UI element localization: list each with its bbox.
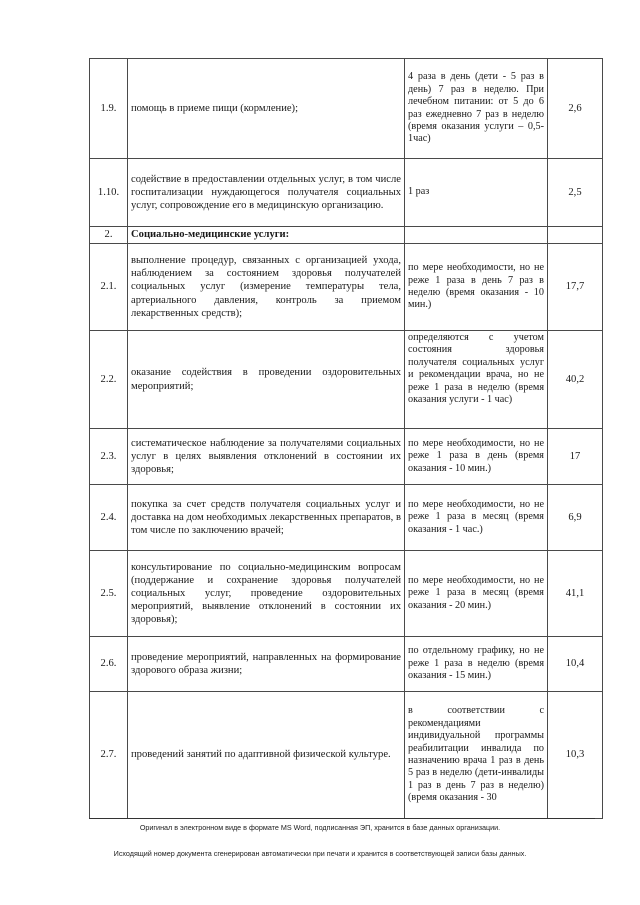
service-frequency: в соответствии с рекомендациями индивидуальной программы реабилитации инвалида по назначению врача 1 раз в день 5 раз в неделю (дети-инвалиды 1 раз в день 7 раз в неделю) (время оказания - 30	[405, 692, 548, 819]
service-value: 17,7	[548, 244, 603, 331]
row-number: 2.6.	[90, 637, 128, 692]
service-value: 6,9	[548, 485, 603, 551]
table-row	[90, 159, 603, 227]
section-header-row	[90, 227, 603, 244]
row-number: 2.4.	[90, 485, 128, 551]
service-frequency: определяются с учетом состояния здоровья получателя социальных услуг и рекомендации врача, но не реже 1 раза в неделю (время оказания услуги - 1 час)	[405, 331, 548, 429]
row-number: 2.	[90, 227, 128, 244]
service-value: 41,1	[548, 551, 603, 637]
row-number: 1.9.	[90, 59, 128, 159]
table-row	[90, 331, 603, 429]
table-row	[90, 429, 603, 485]
row-number: 1.10.	[90, 159, 128, 227]
service-description: оказание содействия в проведении оздоровительных мероприятий;	[128, 331, 405, 429]
row-number: 2.7.	[90, 692, 128, 819]
service-description: покупка за счет средств получателя социальных услуг и доставка на дом необходимых лекарственных препаратов, в том числе по заключению врачей;	[128, 485, 405, 551]
service-description: содействие в предоставлении отдельных услуг, в том числе госпитализации нуждающегося получателя социальных услуг, сопровождение его в медицинскую организацию.	[128, 159, 405, 227]
table-row	[90, 551, 603, 637]
table-row	[90, 692, 603, 819]
service-value: 10,3	[548, 692, 603, 819]
service-description: помощь в приеме пищи (кормление);	[128, 59, 405, 159]
service-value: 17	[548, 429, 603, 485]
service-frequency: по мере необходимости, но не реже 1 раза в месяц (время оказания - 20 мин.)	[405, 551, 548, 637]
service-description: выполнение процедур, связанных с организацией ухода, наблюдением за состоянием здоровья получателей социальных услуг (измерение температуры тела, артериального давления, контроль за приемом лекарственных средств);	[128, 244, 405, 331]
service-frequency: по отдельному графику, но не реже 1 раза в неделю (время оказания - 15 мин.)	[405, 637, 548, 692]
row-number: 2.5.	[90, 551, 128, 637]
services-table-body	[90, 59, 603, 819]
service-value	[548, 227, 603, 244]
table-row	[90, 59, 603, 159]
service-frequency: по мере необходимости, но не реже 1 раза в месяц (время оказания - 1 час.)	[405, 485, 548, 551]
service-frequency: 1 раз	[405, 159, 548, 227]
service-value: 2,6	[548, 59, 603, 159]
row-number: 2.1.	[90, 244, 128, 331]
row-number: 2.2.	[90, 331, 128, 429]
footer-note-outgoing-number: Исходящий номер документа сгенерирован автоматически при печати и хранится в соответствующей записи базы данных.	[113, 849, 527, 858]
service-frequency: по мере необходимости, но не реже 1 раза в день (время оказания - 10 мин.)	[405, 429, 548, 485]
row-number: 2.3.	[90, 429, 128, 485]
table-row	[90, 485, 603, 551]
table-row	[90, 637, 603, 692]
footer-divider	[89, 818, 595, 819]
service-frequency	[405, 227, 548, 244]
service-value: 40,2	[548, 331, 603, 429]
section-title: Социально-медицинские услуги:	[128, 227, 405, 244]
footer-note-original: Оригинал в электронном виде в формате MS Word, подписанная ЭП, хранится в базе данных организации.	[139, 823, 501, 832]
service-description: проведений занятий по адаптивной физической культуре.	[128, 692, 405, 819]
service-value: 2,5	[548, 159, 603, 227]
service-frequency: по мере необходимости, но не реже 1 раза в день 7 раз в неделю (время оказания - 10 мин.)	[405, 244, 548, 331]
service-value: 10,4	[548, 637, 603, 692]
service-frequency: 4 раза в день (дети - 5 раз в день) 7 раз в неделю. При лечебном питании: от 5 до 6 раз ежедневно 7 раз в неделю (время оказания услуги – 0,5-1час)	[405, 59, 548, 159]
table-row	[90, 244, 603, 331]
service-description: консультирование по социально-медицинским вопросам (поддержание и сохранение здоровья получателей социальных услуг, проведение оздоровительных мероприятий, выявление отклонений в состоянии их здоровья);	[128, 551, 405, 637]
services-table	[89, 58, 603, 819]
service-description: систематическое наблюдение за получателями социальных услуг в целях выявления отклонений в состоянии их здоровья;	[128, 429, 405, 485]
service-description: проведение мероприятий, направленных на формирование здорового образа жизни;	[128, 637, 405, 692]
